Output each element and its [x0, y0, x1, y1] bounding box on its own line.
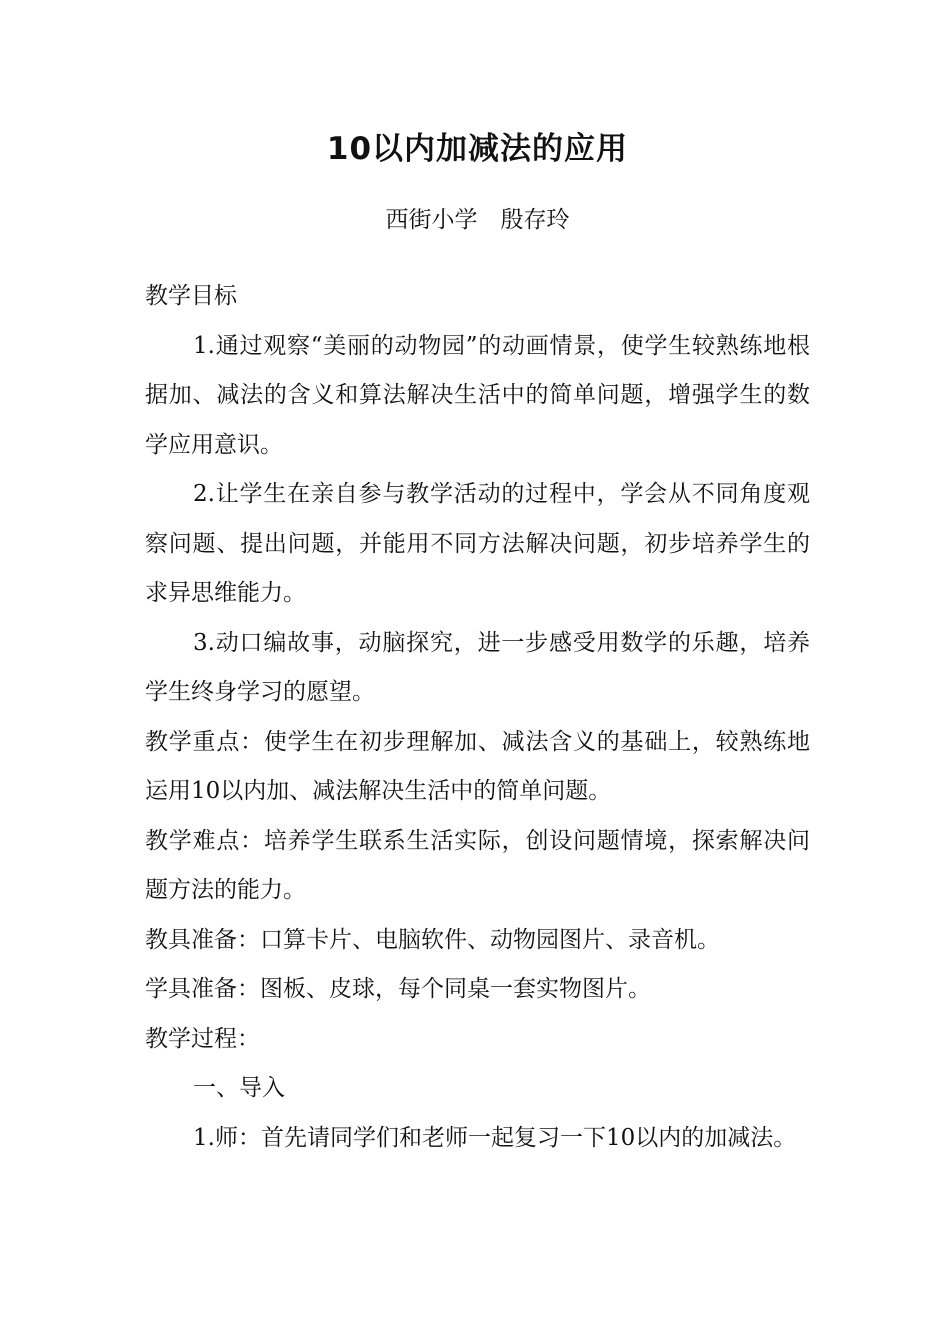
- document-body: [145, 272, 810, 1163]
- difficulty-paragraph: 教学难点：培养学生联系生活实际，创设问题情境，探索解决问题方法的能力。: [145, 827, 810, 903]
- key-point-paragraph: 教学重点：使学生在初步理解加、减法含义的基础上，较熟练地运用10以内加、减法解决生活中的简单问题。: [145, 728, 810, 804]
- goal-item-2: 2.让学生在亲自参与教学活动的过程中，学会从不同角度观察问题、提出问题，并能用不同方法解决问题，初步培养学生的求异思维能力。: [145, 481, 810, 606]
- author-line: 西街小学 殷存玲: [385, 207, 570, 233]
- learning-aids-paragraph: 学具准备：图板、皮球，每个同桌一套实物图片。: [145, 976, 651, 1002]
- process-step-1: 1.师：首先请同学们和老师一起复习一下10以内的加减法。: [193, 1124, 797, 1151]
- process-heading: 教学过程：: [145, 1025, 260, 1052]
- teaching-aids-paragraph: 教具准备：口算卡片、电脑软件、动物园图片、录音机。: [145, 926, 720, 953]
- section-heading-goals: 教学目标: [145, 283, 237, 309]
- goal-item-1: 1.通过观察“美丽的动物园”的动画情景，使学生较熟练地根据加、减法的含义和算法解决生活中的简单问题，增强学生的数学应用意识。: [145, 332, 810, 458]
- process-step-intro: 一、导入: [193, 1075, 285, 1101]
- document-title: 10以内加减法的应用: [326, 131, 629, 167]
- goal-item-3: 3.动口编故事，动脑探究，进一步感受用数学的乐趣，培养学生终身学习的愿望。: [145, 629, 810, 705]
